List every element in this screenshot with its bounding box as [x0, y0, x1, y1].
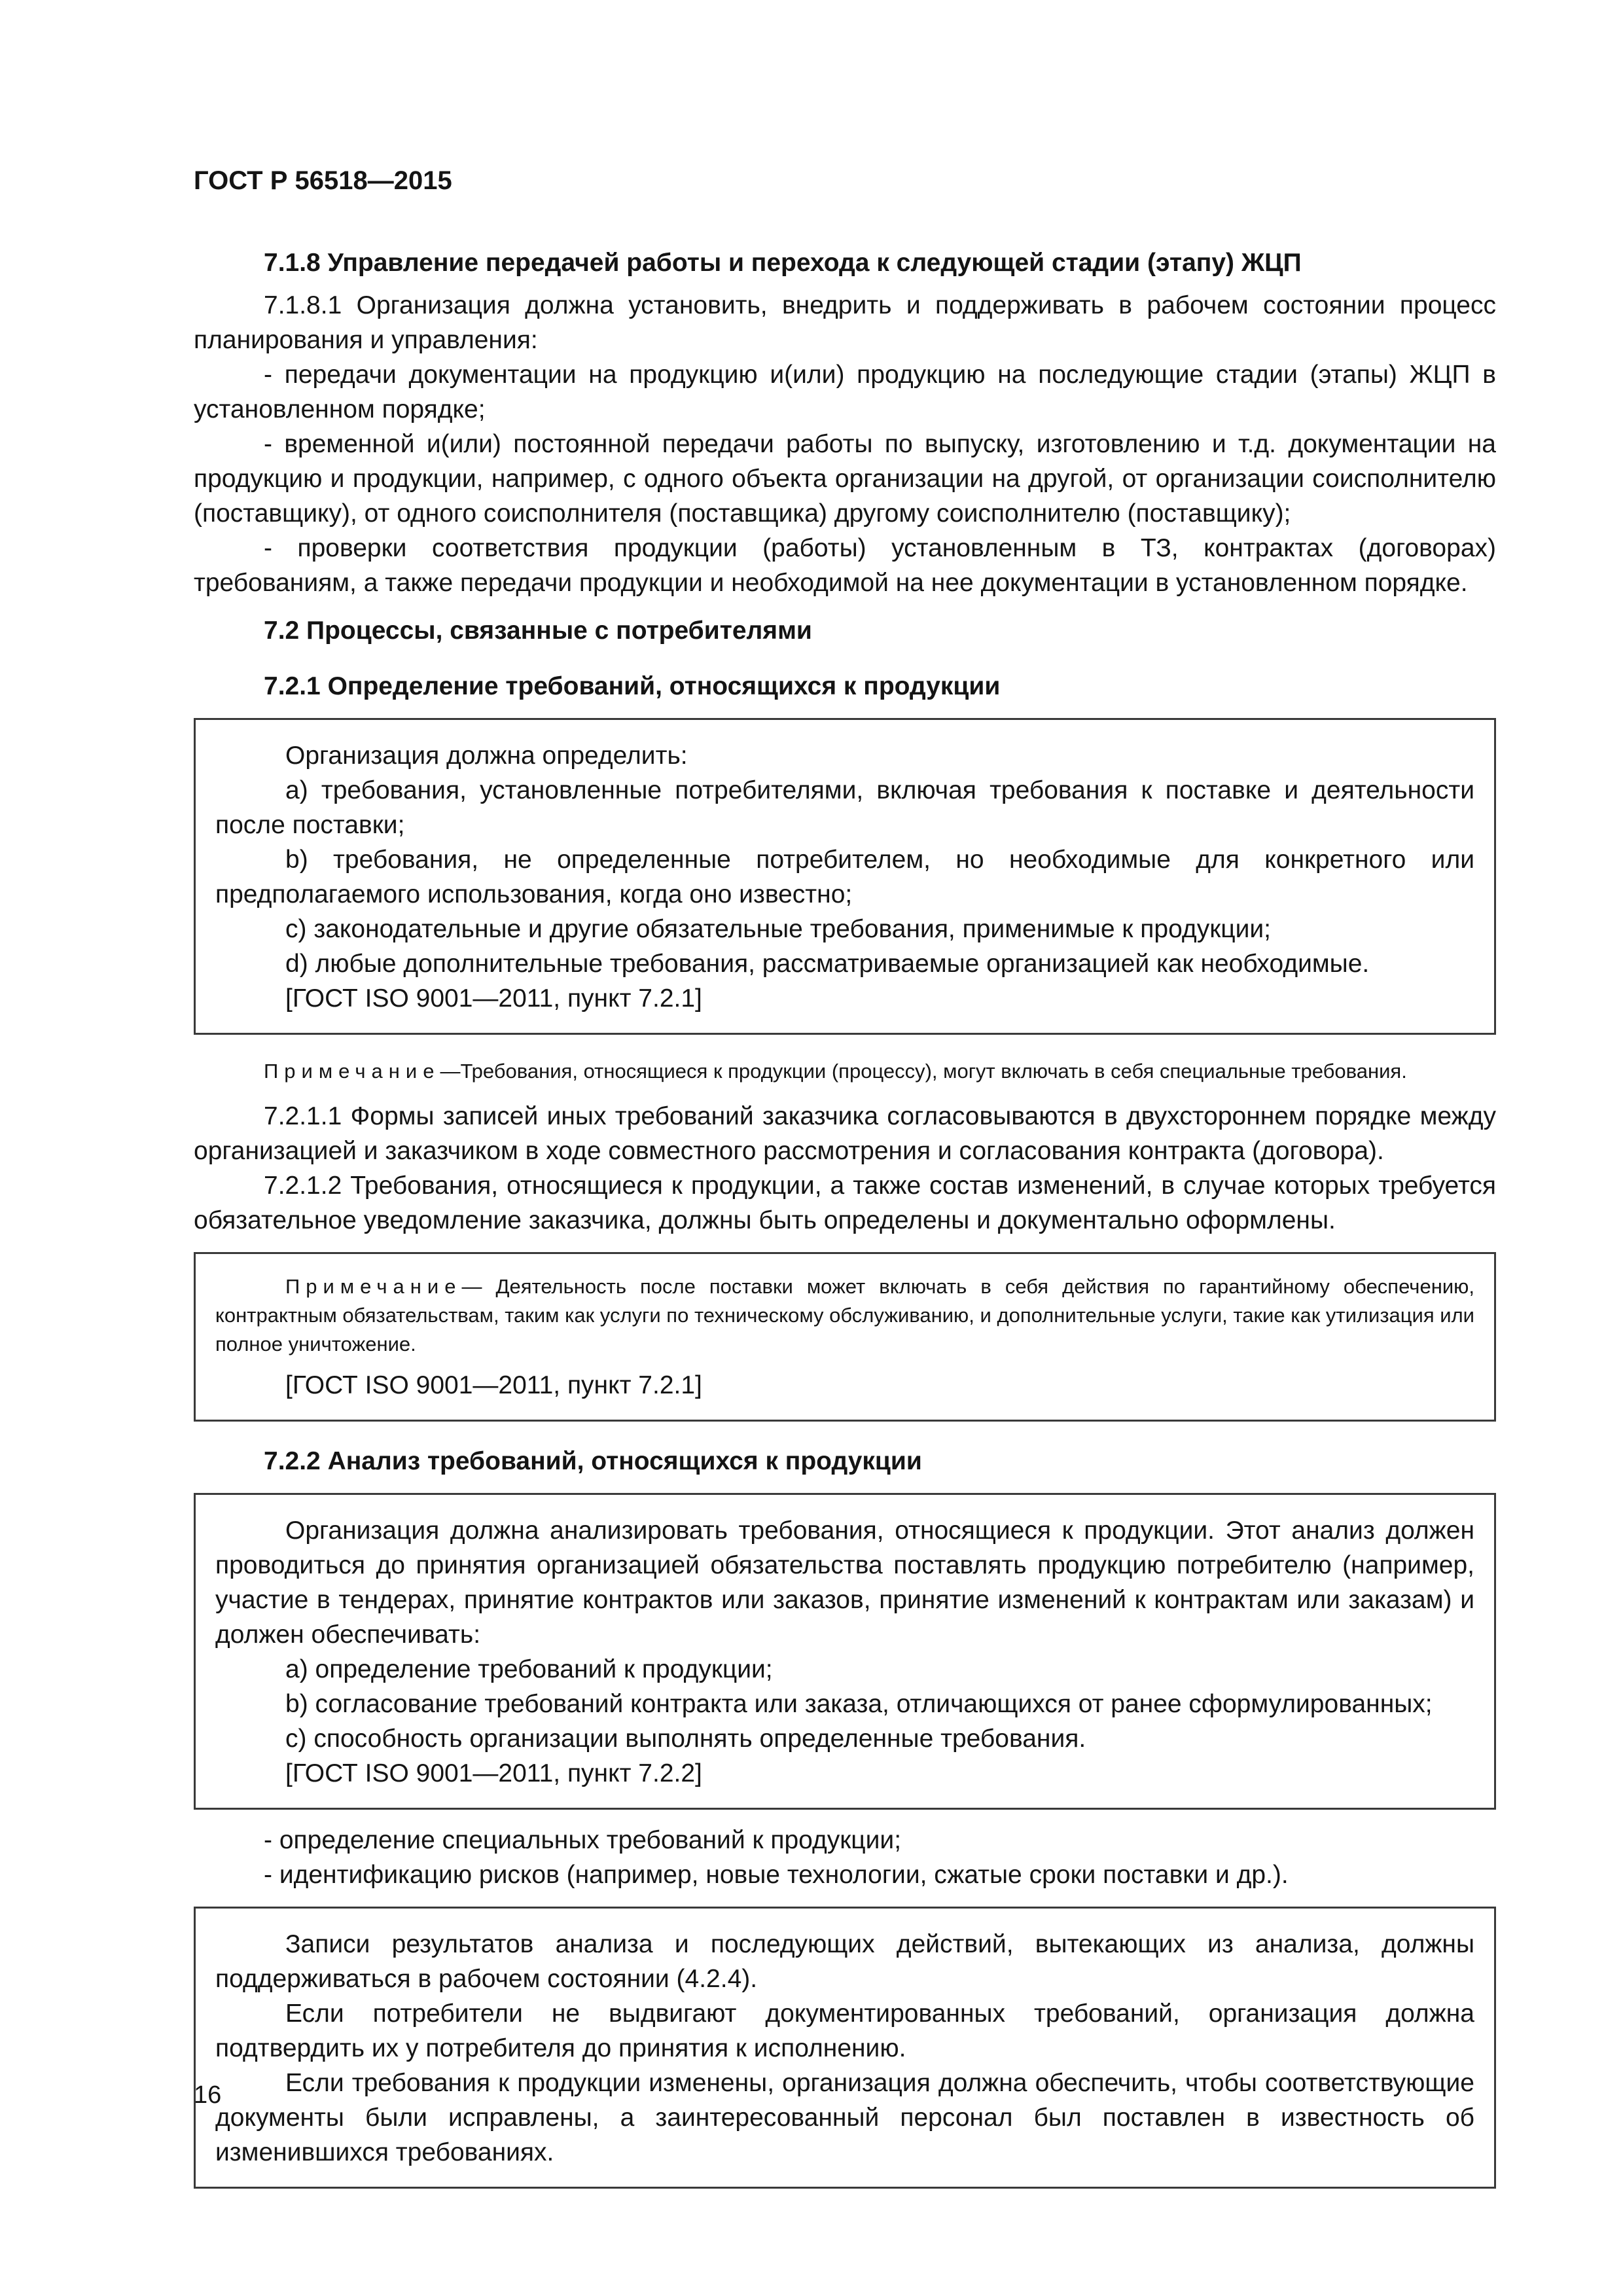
list-item: d) любые дополнительные требования, рассматриваемые организацией как необходимые. — [285, 950, 1370, 978]
section-heading-7-2-2: 7.2.2 Анализ требований, относящихся к продукции — [264, 1447, 922, 1475]
standard-reference: [ГОСТ ISO 9001—2011, пункт 7.2.2] — [285, 1759, 702, 1787]
box-intro: Организация должна определить: — [285, 742, 688, 770]
note-text: — Деятельность после поставки может включать в себя действия по гарантийному обеспечению, контрактным обязательствам, таким как услуги по техническому обслуживанию, и дополнительные услуги, такие как утилизация или полное уничтожение. — [215, 1275, 1474, 1355]
box-paragraph: Если потребители не выдвигают документированных требований, организация должна подтвердить их у потребителя до принятия к исполнению. — [215, 2000, 1474, 2062]
list-item: - идентификацию рисков (например, новые технологии, сжатые сроки поставки и др.). — [264, 1861, 1289, 1889]
note-paragraph — [194, 1057, 1496, 1086]
list-item: b) согласование требований контракта или заказа, отличающихся от ранее сформулированных; — [285, 1690, 1433, 1718]
document-code: ГОСТ Р 56518—2015 — [194, 166, 452, 195]
section-heading-7-2-1: 7.2.1 Определение требований, относящихся к продукции — [264, 672, 1001, 700]
note-label: Примечание — [264, 1060, 440, 1083]
list-item: - проверки соответствия продукции (работы) установленным в ТЗ, контрактах (договорах) требованиям, а также передачи продукции и необходимой на нее документации в установленном порядке. — [194, 534, 1496, 597]
list-item: c) способность организации выполнять определенные требования. — [285, 1725, 1086, 1753]
list-item: a) требования, установленные потребителями, включая требования к поставке и деятельности после поставки; — [215, 776, 1474, 839]
box-intro: Организация должна анализировать требования, относящиеся к продукции. Этот анализ должен проводиться до принятия организацией обязательства поставлять продукцию потребителю (например, участие в тендерах, принятие контрактов или заказов, принятие изменений к контрактам или заказам) и должен обеспечивать: — [215, 1516, 1474, 1649]
note-label: Примечание — [285, 1275, 462, 1298]
paragraph-7-2-1-2: 7.2.1.2 Требования, относящиеся к продукции, а также состав изменений, в случае которых требуется обязательное уведомление заказчика, должны быть определены и документально оформлены. — [194, 1172, 1496, 1234]
quote-box-requirements — [194, 718, 1496, 1035]
list-item: - временной и(или) постоянной передачи работы по выпуску, изготовлению и т.д. документации на продукцию и продукции, например, с одного объекта организации на другой, от организации соисполнителю (поставщику), от одного соисполнителя (поставщика) другому соисполнителю (поставщику); — [194, 430, 1496, 528]
quote-box-records — [194, 1907, 1496, 2189]
page-number: 16 — [194, 2081, 222, 2109]
box-paragraph: Если требования к продукции изменены, организация должна обеспечить, чтобы соответствующие документы были исправлены, а заинтересованный персонал был поставлен в известность об изменившихся требованиях. — [215, 2069, 1474, 2166]
quote-box-note — [194, 1252, 1496, 1422]
list-item: - передачи документации на продукцию и(или) продукцию на последующие стадии (этапы) ЖЦП в установленном порядке; — [194, 361, 1496, 423]
standard-reference: [ГОСТ ISO 9001—2011, пункт 7.2.1] — [285, 1371, 702, 1399]
quote-box-analysis — [194, 1493, 1496, 1810]
list-item: - определение специальных требований к продукции; — [264, 1826, 902, 1854]
paragraph-7-2-1-1: 7.2.1.1 Формы записей иных требований заказчика согласовываются в двухстороннем порядке между организацией и заказчиком в ходе совместного рассмотрения и согласования контракта (договора). — [194, 1102, 1496, 1165]
section-heading-7-2: 7.2 Процессы, связанные с потребителями — [264, 617, 812, 645]
list-item: b) требования, не определенные потребителем, но необходимые для конкретного или предполагаемого использования, когда оно известно; — [215, 846, 1474, 908]
box-paragraph: Записи результатов анализа и последующих действий, вытекающих из анализа, должны поддерживаться в рабочем состоянии (4.2.4). — [215, 1930, 1474, 1993]
section-heading-7-1-8: 7.1.8 Управление передачей работы и перехода к следующей стадии (этапу) ЖЦП — [264, 249, 1302, 277]
paragraph-7-1-8-1: 7.1.8.1 Организация должна установить, внедрить и поддерживать в рабочем состоянии процесс планирования и управления: — [194, 291, 1496, 354]
page-content — [194, 164, 1496, 2189]
standard-reference: [ГОСТ ISO 9001—2011, пункт 7.2.1] — [285, 984, 702, 1013]
note-text: —Требования, относящиеся к продукции (процессу), могут включать в себя специальные требования. — [440, 1060, 1407, 1083]
list-item: c) законодательные и другие обязательные требования, применимые к продукции; — [285, 915, 1271, 943]
note-paragraph — [215, 1272, 1474, 1359]
list-item: a) определение требований к продукции; — [285, 1655, 773, 1683]
